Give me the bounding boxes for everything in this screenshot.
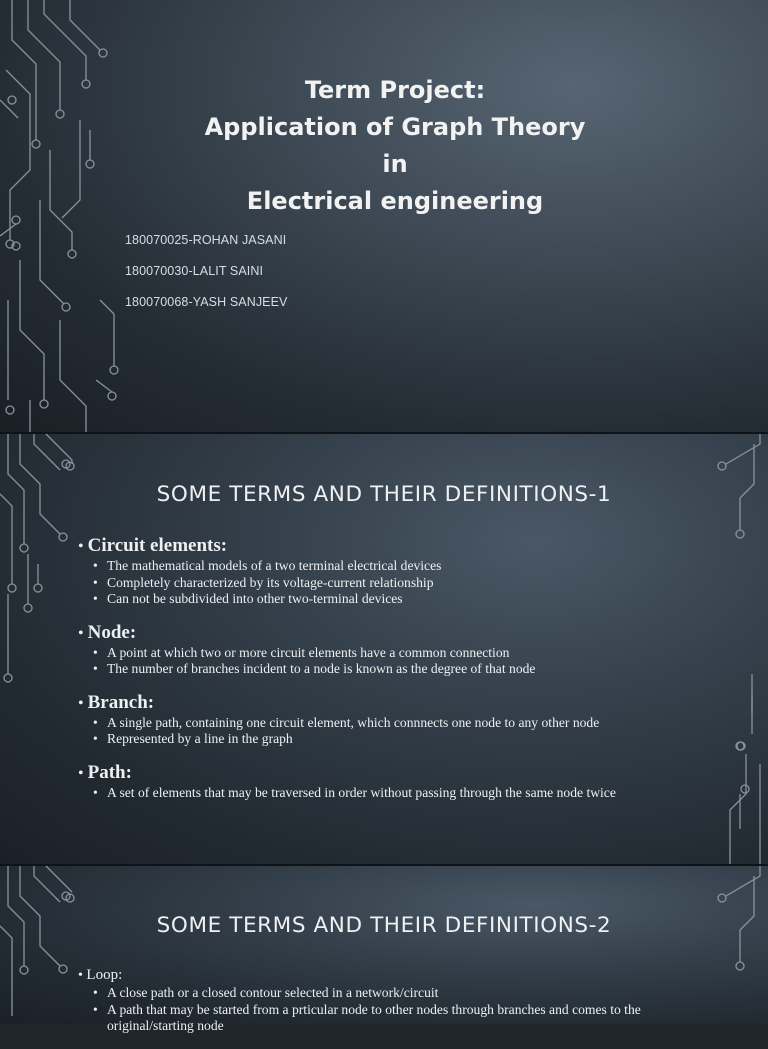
term-title: • Branch: bbox=[78, 692, 728, 715]
slide-heading: SOME TERMS AND THEIR DEFINITIONS-1 bbox=[156, 482, 612, 507]
term-item bbox=[78, 966, 728, 1035]
term-item bbox=[78, 762, 728, 802]
author-entry: 180070025-ROHAN JASANI bbox=[125, 233, 287, 247]
term-point: • A point at which two or more circuit elements have a common connection bbox=[93, 645, 728, 662]
term-point: • Can not be subdivided into other two-terminal devices bbox=[93, 591, 728, 608]
author-entry: 180070068-YASH SANJEEV bbox=[125, 295, 288, 309]
definitions-list bbox=[78, 535, 728, 815]
term-point: • A set of elements that may be traversed in order without passing through the same node twice bbox=[93, 785, 728, 802]
term-point: • Represented by a line in the graph bbox=[93, 731, 728, 748]
definitions-list bbox=[78, 966, 728, 1049]
definitions-slide-2 bbox=[0, 866, 768, 1033]
term-point: • The number of branches incident to a node is known as the degree of that node bbox=[93, 661, 728, 678]
slide-heading: SOME TERMS AND THEIR DEFINITIONS-2 bbox=[156, 913, 612, 938]
term-point: • A path that may be started from a prticular node to other nodes through branches and comes to the original/starting node bbox=[93, 1002, 728, 1035]
title-line: Term Project: bbox=[304, 76, 486, 104]
term-item bbox=[78, 622, 728, 678]
title-line: Application of Graph Theory bbox=[204, 113, 586, 141]
title-line: Electrical engineering bbox=[246, 187, 544, 215]
author-list bbox=[125, 233, 287, 326]
term-title: • Node: bbox=[78, 622, 728, 645]
term-point: • The mathematical models of a two terminal electrical devices bbox=[93, 558, 728, 575]
term-item bbox=[78, 692, 728, 748]
term-title: • Loop: bbox=[78, 966, 728, 985]
author-entry: 180070030-LALIT SAINI bbox=[125, 264, 264, 278]
title-line: in bbox=[382, 150, 408, 178]
term-point: • A close path or a closed contour selected in a network/circuit bbox=[93, 985, 728, 1002]
term-point: • Completely characterized by its voltage-current relationship bbox=[93, 575, 728, 592]
definitions-slide-1 bbox=[0, 434, 768, 864]
term-item bbox=[78, 535, 728, 608]
title-slide bbox=[0, 0, 768, 432]
term-point: • A single path, containing one circuit element, which connnects one node to any other node bbox=[93, 715, 728, 732]
slide-title bbox=[160, 72, 630, 220]
term-title: • Circuit elements: bbox=[78, 535, 728, 558]
term-title: • Path: bbox=[78, 762, 728, 785]
